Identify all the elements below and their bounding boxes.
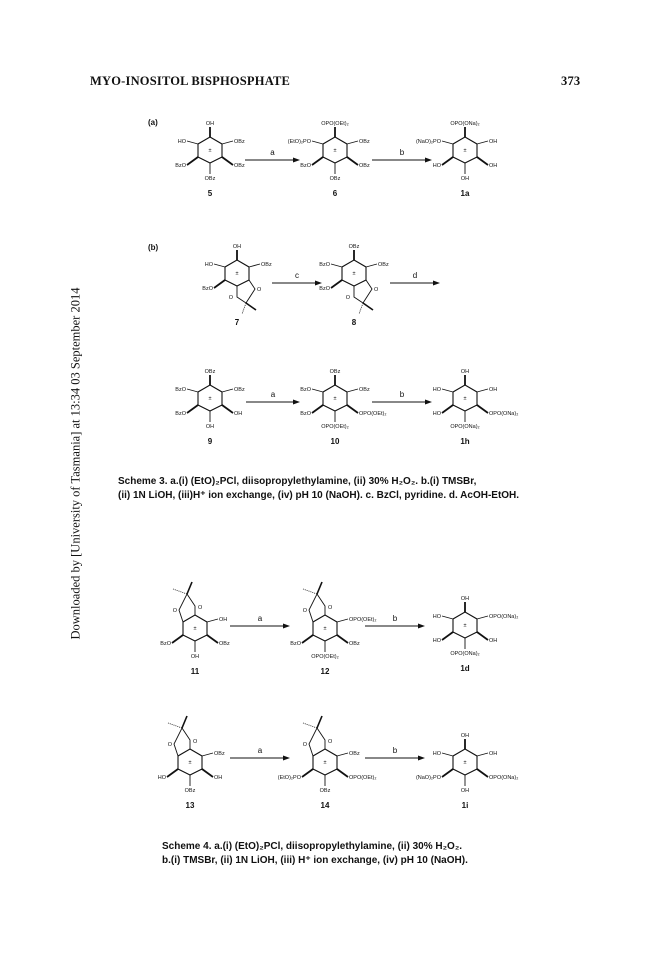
acetonide-oxygen: O	[198, 605, 203, 611]
substituent-obz: OBz	[329, 176, 341, 182]
substituent-bond	[222, 405, 233, 413]
compound-5	[175, 121, 245, 182]
arrow-a-head	[293, 158, 300, 163]
substituent-oh: OH	[460, 733, 470, 739]
page-number: 373	[561, 74, 581, 88]
substituent-ho: HO	[177, 139, 186, 145]
substituent-obz: OBz	[359, 387, 370, 393]
racemic-mark: ±	[323, 760, 327, 766]
racemic-mark: ±	[208, 396, 212, 402]
substituent-obz: OBz	[214, 751, 225, 757]
substituent-etopo: (EtO)₂PO	[287, 139, 311, 145]
substituent-bond	[202, 769, 213, 777]
compound-8	[319, 244, 389, 314]
substituent-obz: OBz	[348, 244, 360, 250]
acetonide-ring	[179, 594, 195, 622]
substituent-obz: OBz	[204, 369, 216, 375]
substituent-opoet: OPO(OEt)₂	[359, 411, 387, 417]
substituent-ho: HO	[157, 775, 166, 781]
substituent-oh: OH	[489, 638, 498, 644]
acetonide-oxygen: O	[345, 295, 350, 301]
substituent-bond	[477, 157, 488, 165]
substituent-bond	[477, 753, 488, 756]
substituent-bzo: BzO	[319, 286, 330, 292]
reagent-a: a	[270, 148, 275, 157]
substituent-obz: OBz	[359, 163, 370, 169]
compound-14	[278, 716, 377, 794]
reagent-a: a	[257, 614, 263, 623]
substituent-bond	[442, 616, 453, 619]
substituent-ho: HO	[432, 614, 441, 620]
substituent-ho: HO	[432, 387, 441, 393]
substituent-oh: OH	[489, 387, 498, 393]
substituent-bond	[167, 769, 178, 777]
compound-7	[202, 244, 272, 314]
substituent-obz: OBz	[349, 751, 360, 757]
acetonide-ring	[354, 280, 372, 303]
compound-number-c1h: 1h	[460, 437, 470, 446]
arrow-b-head	[418, 624, 425, 629]
methyl-bond	[173, 589, 187, 594]
substituent-oponana: OPO(ONa)₂	[489, 614, 519, 620]
substituent-bond	[187, 141, 198, 144]
racemic-mark: ±	[333, 148, 337, 154]
compound-1a	[416, 121, 497, 182]
acetonide-oxygen: O	[167, 742, 172, 748]
substituent-obz: OBz	[378, 262, 389, 268]
substituent-bond	[347, 389, 358, 392]
substituent-bond	[331, 280, 342, 288]
substituent-oponana: OPO(ONa)₂	[489, 411, 519, 417]
compound-1h	[433, 369, 519, 430]
compound-number-c11: 11	[190, 667, 200, 676]
substituent-bzo: BzO	[290, 641, 301, 647]
methyl-bond	[317, 716, 322, 728]
substituent-bond	[214, 264, 225, 267]
methyl-bond	[187, 582, 192, 594]
substituent-bond	[477, 405, 488, 413]
substituent-ho: HO	[432, 411, 441, 417]
substituent-bond	[312, 141, 323, 144]
substituent-obz: OBz	[359, 139, 370, 145]
substituent-oponana: OPO(ONa)₂	[489, 775, 519, 781]
reagent-b: b	[399, 148, 405, 157]
substituent-bzo: BzO	[175, 163, 186, 169]
substituent-oh: OH	[489, 751, 498, 757]
substituent-bond	[222, 141, 233, 144]
substituent-opoet: OPO(OEt)₂	[321, 424, 349, 430]
substituent-bond	[207, 635, 218, 643]
substituent-bond	[337, 769, 348, 777]
substituent-ho: HO	[204, 262, 213, 268]
racemic-mark: ±	[208, 148, 212, 154]
substituent-bond	[347, 157, 358, 165]
substituent-bond	[442, 141, 453, 144]
arrow-d-head	[433, 281, 440, 286]
compound-number-c6: 6	[332, 189, 338, 198]
substituent-oh: OH	[232, 244, 242, 250]
substituent-oh: OH	[214, 775, 223, 781]
running-header: MYO-INOSITOL BISPHOSPHATE	[90, 74, 291, 88]
compound-number-c13: 13	[185, 801, 195, 810]
substituent-bond	[222, 389, 233, 392]
reagent-a: a	[270, 390, 276, 399]
reagent-c: c	[295, 271, 299, 280]
compound-11	[160, 582, 230, 660]
substituent-bond	[442, 753, 453, 756]
compound-13	[158, 716, 225, 794]
methyl-bond	[242, 303, 246, 314]
substituent-bond	[312, 389, 323, 392]
compound-number-c8: 8	[351, 318, 357, 327]
substituent-obz: OBz	[329, 369, 341, 375]
substituent-ho: HO	[432, 638, 441, 644]
compound-6	[288, 121, 370, 182]
racemic-mark: ±	[193, 626, 197, 632]
substituent-oh: OH	[489, 139, 498, 145]
acetonide-oxygen: O	[328, 605, 333, 611]
acetonide-oxygen: O	[193, 739, 198, 745]
acetonide-oxygen: O	[374, 287, 379, 293]
compound-10	[300, 369, 386, 430]
substituent-bond	[347, 141, 358, 144]
substituent-bond	[187, 389, 198, 392]
arrow-b-head	[418, 756, 425, 761]
substituent-oh: OH	[205, 424, 215, 430]
substituent-bond	[442, 389, 453, 392]
substituent-bond	[172, 635, 183, 643]
substituent-bond	[302, 635, 313, 643]
substituent-opoet: OPO(OEt)₂	[349, 617, 377, 623]
substituent-oponana: OPO(ONa)₂	[450, 651, 480, 657]
acetonide-ring	[309, 728, 325, 756]
substituent-bond	[477, 769, 488, 777]
substituent-bond	[312, 157, 323, 165]
substituent-oh: OH	[460, 596, 470, 602]
arrow-b-head	[425, 400, 432, 405]
substituent-oponana: OPO(ONa)₂	[450, 424, 480, 430]
substituent-bond	[366, 264, 377, 267]
racemic-mark: ±	[352, 271, 356, 277]
substituent-bzo: BzO	[300, 163, 311, 169]
substituent-obz: OBz	[234, 163, 245, 169]
substituent-bond	[477, 632, 488, 640]
substituent-bond	[249, 264, 260, 267]
acetonide-oxygen: O	[228, 295, 233, 301]
substituent-obz: OBz	[261, 262, 272, 268]
racemic-mark: ±	[463, 760, 467, 766]
racemic-mark: ±	[235, 271, 239, 277]
compound-number-c1a: 1a	[460, 189, 470, 198]
substituent-oh: OH	[190, 654, 200, 660]
compound-1i	[416, 733, 518, 794]
acetonide-oxygen: O	[302, 608, 307, 614]
substituent-bond	[337, 753, 348, 756]
arrow-a-head	[293, 400, 300, 405]
arrow-b-head	[425, 158, 432, 163]
acetonide-ring	[174, 728, 190, 756]
acetonide-oxygen: O	[302, 742, 307, 748]
compound-number-c1i: 1i	[461, 801, 469, 810]
acetonide-oxygen: O	[172, 608, 177, 614]
methyl-bond	[168, 723, 182, 728]
reagent-b: b	[399, 390, 405, 399]
reagent-b: b	[392, 746, 398, 755]
substituent-oh: OH	[460, 369, 470, 375]
compound-12	[290, 582, 376, 660]
substituent-opoet: OPO(OEt)₂	[311, 654, 339, 660]
racemic-mark: ±	[463, 148, 467, 154]
substituent-bond	[337, 619, 348, 622]
substituent-ho: HO	[432, 163, 441, 169]
substituent-naopo: (NaO)₂PO	[415, 775, 441, 781]
substituent-bzo: BzO	[175, 411, 186, 417]
methyl-bond	[303, 589, 317, 594]
substituent-oh: OH	[460, 788, 470, 794]
acetonide-oxygen: O	[328, 739, 333, 745]
arrow-a-head	[283, 624, 290, 629]
download-watermark: Downloaded by [University of Tasmania] at 13:34 03 September 2014	[68, 287, 83, 640]
substituent-bond	[187, 405, 198, 413]
racemic-mark: ±	[323, 626, 327, 632]
substituent-oh: OH	[460, 176, 470, 182]
scheme3-panel-a-label: (a)	[148, 118, 158, 127]
methyl-bond	[317, 582, 322, 594]
substituent-bond	[207, 619, 218, 622]
racemic-mark: ±	[463, 623, 467, 629]
arrow-c-head	[315, 281, 322, 286]
substituent-bond	[477, 616, 488, 619]
substituent-oh: OH	[205, 121, 215, 127]
substituent-bond	[222, 157, 233, 165]
substituent-bond	[302, 769, 313, 777]
scheme3-caption-line2: (ii) 1N LiOH, (iii)H⁺ ion exchange, (iv) pH 10 (NaOH). c. BzCl, pyridine. d. AcOH-EtOH.	[118, 490, 520, 501]
substituent-obz: OBz	[349, 641, 360, 647]
substituent-obz: OBz	[234, 139, 245, 145]
compound-number-c7: 7	[234, 318, 240, 327]
substituent-bond	[187, 157, 198, 165]
substituent-bond	[442, 405, 453, 413]
substituent-bond	[312, 405, 323, 413]
reagent-a: a	[257, 746, 263, 755]
methyl-bond	[359, 303, 363, 314]
compound-number-c10: 10	[330, 437, 340, 446]
acetonide-ring	[237, 280, 255, 303]
racemic-mark: ±	[333, 396, 337, 402]
compound-number-c5: 5	[207, 189, 213, 198]
compound-number-c14: 14	[320, 801, 330, 810]
substituent-opoet: OPO(OEt)₂	[349, 775, 377, 781]
scheme3-caption-line1: Scheme 3. a.(i) (EtO)₂PCl, diisopropylethylamine, (ii) 30% H₂O₂. b.(i) TMSBr,	[118, 476, 477, 487]
methyl-bond	[303, 723, 317, 728]
substituent-ho: HO	[432, 751, 441, 757]
substituent-bond	[202, 753, 213, 756]
methyl-bond	[246, 303, 256, 310]
racemic-mark: ±	[188, 760, 192, 766]
substituent-oh: OH	[234, 411, 243, 417]
substituent-bond	[337, 635, 348, 643]
substituent-bzo: BzO	[300, 387, 311, 393]
substituent-bzo: BzO	[300, 411, 311, 417]
substituent-bond	[331, 264, 342, 267]
scheme4-caption-line1: Scheme 4. a.(i) (EtO)₂PCl, diisopropylethylamine, (ii) 30% H₂O₂.	[162, 841, 463, 852]
racemic-mark: ±	[463, 396, 467, 402]
scheme3-panel-b-label: (b)	[148, 243, 159, 252]
methyl-bond	[363, 303, 373, 310]
substituent-oponana: OPO(ONa)₂	[450, 121, 480, 127]
reagent-b: b	[392, 614, 398, 623]
substituent-obz: OBz	[234, 387, 245, 393]
substituent-obz: OBz	[204, 176, 216, 182]
compound-number-c12: 12	[320, 667, 330, 676]
substituent-bzo: BzO	[160, 641, 171, 647]
substituent-bond	[442, 632, 453, 640]
substituent-bond	[477, 141, 488, 144]
compound-number-c1d: 1d	[460, 664, 470, 673]
compound-9	[175, 369, 245, 430]
substituent-bond	[214, 280, 225, 288]
substituent-bond	[442, 769, 453, 777]
substituent-etopo: (EtO)₂PO	[277, 775, 301, 781]
scheme4-caption-line2: b.(i) TMSBr, (ii) 1N LiOH, (iii) H⁺ ion exchange, (iv) pH 10 (NaOH).	[162, 855, 468, 866]
substituent-opoet: OPO(OEt)₂	[321, 121, 349, 127]
substituent-bzo: BzO	[175, 387, 186, 393]
acetonide-oxygen: O	[257, 287, 262, 293]
substituent-bond	[442, 157, 453, 165]
compound-1d	[433, 596, 519, 657]
substituent-obz: OBz	[319, 788, 331, 794]
acetonide-ring	[309, 594, 325, 622]
reagent-d: d	[412, 271, 418, 280]
substituent-naopo: (NaO)₂PO	[415, 139, 441, 145]
arrow-a-head	[283, 756, 290, 761]
substituent-bond	[477, 389, 488, 392]
substituent-oh: OH	[489, 163, 498, 169]
compound-number-c9: 9	[207, 437, 213, 446]
methyl-bond	[182, 716, 187, 728]
substituent-obz: OBz	[219, 641, 230, 647]
substituent-obz: OBz	[184, 788, 196, 794]
substituent-bzo: BzO	[202, 286, 213, 292]
substituent-bond	[347, 405, 358, 413]
substituent-bzo: BzO	[319, 262, 330, 268]
substituent-oh: OH	[219, 617, 228, 623]
